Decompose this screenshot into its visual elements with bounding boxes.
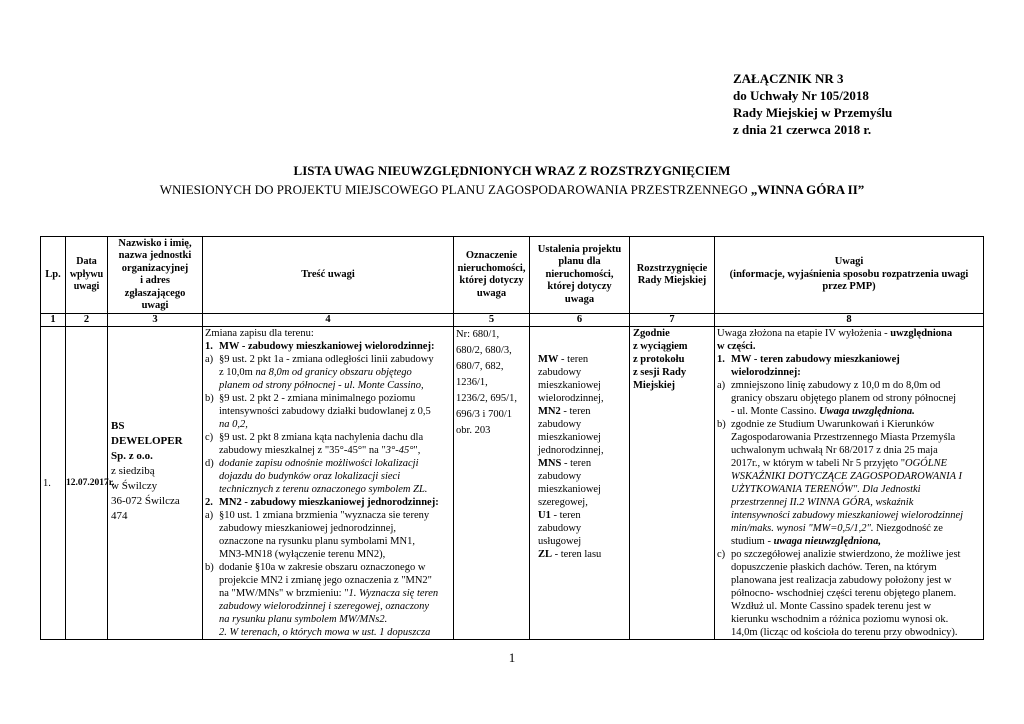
remarks-line: planowana jest realizacja zabudowy położony jest w — [731, 575, 952, 586]
remarks-line: 14,0m (licząc od kościoła do terenu przy obwodnicy). — [731, 627, 958, 638]
remarks-line: 2017r., w którym w tabeli Nr 5 przyjęto "OGÓLNE — [731, 458, 948, 469]
author-line: w Świlczy — [111, 479, 158, 492]
header-line: nieruchomości, — [457, 262, 526, 274]
row-property — [454, 327, 530, 640]
remarks-line: c) po szczegółowej analizie stwierdzono, że możliwe jest — [717, 549, 961, 560]
row-content — [203, 327, 454, 640]
row-date: 12.07.2017r. — [66, 327, 108, 640]
plan-line: MNS - teren — [538, 458, 592, 469]
header-line: Rozstrzygnięcie — [636, 262, 708, 274]
content-line: dojazdu do budynków oraz lokalizacji sieci — [219, 471, 401, 482]
plan-line: usługowej — [538, 536, 582, 547]
header-line: uwagi — [141, 300, 169, 311]
remarks-line: dopuszczenie płaskich dachów. Teren, na którym — [731, 562, 937, 573]
row-remarks — [715, 327, 984, 640]
remarks-table — [40, 236, 984, 640]
header-author — [108, 237, 203, 314]
attachment-line: z dnia 21 czerwca 2018 r. — [733, 122, 872, 137]
header-line: planu dla — [558, 256, 601, 268]
content-line: zabudowy mieszkaniowej jednorodzinnej, — [219, 523, 396, 534]
plan-line: mieszkaniowej — [538, 484, 601, 495]
content-line: intensywności zabudowy działki budowlanej z 0,5 — [219, 406, 431, 417]
content-line: b) §9 ust. 2 pkt 2 - zmiana minimalnego poziomu — [205, 393, 416, 404]
remarks-line: min/maks. wynosi "MW=0,5/1,2". Niezgodność ze — [731, 523, 943, 534]
content-line: 2. W terenach, o których mowa w ust. 1 dopuszcza — [219, 627, 431, 638]
attachment-line: do Uchwały Nr 105/2018 — [733, 88, 869, 103]
header-lp: Lp. — [41, 237, 66, 314]
header-line: Nazwisko i imię, — [118, 237, 192, 249]
remarks-line: Uwaga złożona na etapie IV wyłożenia - uwzględniona — [717, 328, 953, 339]
table-row — [41, 327, 984, 640]
remarks-line: b) zgodnie ze Studium Uwarunkowań i Kierunków — [717, 419, 935, 430]
col-number: 5 — [454, 314, 530, 327]
decision-line: Zgodnie — [633, 328, 670, 339]
remarks-line: w części. — [717, 341, 756, 352]
header-property — [454, 237, 530, 314]
header-line: i adres — [140, 275, 170, 286]
property-line: 680/7, 682, — [456, 361, 504, 372]
remarks-line: WSKAŹNIKI DOTYCZĄCE ZAGOSPODAROWANIA I — [731, 471, 962, 482]
column-number-row — [41, 314, 984, 327]
author-line: 36-072 Świlcza — [111, 494, 180, 507]
plan-line: zabudowy — [538, 367, 582, 378]
plan-line: mieszkaniowej — [538, 432, 601, 443]
property-line: Nr: 680/1, — [456, 329, 500, 340]
property-line: 1236/2, 695/1, — [456, 393, 517, 404]
header-line: przez PMP) — [822, 281, 876, 293]
header-line: Uwagi — [834, 256, 864, 268]
header-line: nazwa jednostki — [118, 250, 192, 261]
attachment-line: ZAŁĄCZNIK NR 3 — [733, 71, 844, 86]
header-line: Oznaczenie — [465, 250, 518, 261]
header-line: Rady Miejskiej — [637, 275, 707, 286]
remarks-line: Zagospodarowania Przestrzennego Miasta Przemyśla — [731, 432, 956, 443]
row-lp: 1. — [41, 327, 66, 640]
header-row — [41, 237, 984, 314]
plan-line: MW - teren — [538, 354, 589, 365]
remarks-line: 1. MW - teren zabudowy mieszkaniowej — [717, 354, 900, 365]
content-line: Zmiana zapisu dla terenu: — [205, 328, 314, 339]
property-line: 696/3 i 700/1 — [456, 409, 513, 420]
remarks-line: kierunku wschodnim a różnica poziomu wynosi ok. — [731, 614, 949, 625]
plan-line: zabudowy — [538, 471, 582, 482]
row-plan — [530, 327, 630, 640]
remarks-line: UŻYTKOWANIA TERENÓW". Dla Jednostki — [731, 484, 921, 495]
content-line: c) §9 ust. 2 pkt 8 zmiana kąta nachylenia dachu dla — [205, 432, 424, 443]
header-line: organizacyjnej — [121, 262, 189, 274]
col-number: 8 — [715, 314, 984, 327]
content-line: zabudowy mieszkalnej z "35°-45°" na "3°-45°", — [219, 445, 421, 456]
content-line: b) dodanie §10a w zakresie obszaru oznaczonego w — [205, 562, 426, 573]
content-line: projekcie MN2 i zmianę jego oznaczenia z "MN2" — [219, 575, 432, 586]
remarks-line: przestrzennej II.2 WINNA GÓRA, wskaźnik — [731, 497, 914, 508]
header-line: (informacje, wyjaśnienia sposobu rozpatrzenia uwagi — [729, 268, 969, 280]
attachment-header — [733, 70, 892, 138]
header-plan — [530, 237, 630, 314]
col-number: 6 — [530, 314, 630, 327]
col-number: 2 — [66, 314, 108, 327]
content-line: technicznych z terenu oznaczonego symbolem ZL. — [219, 484, 428, 495]
remarks-line: granicy obszaru objętego planem od strony północnej — [731, 393, 957, 404]
content-line: MN3-MN18 (wyłączenie terenu MN2), — [219, 549, 386, 560]
header-decision — [630, 237, 715, 314]
author-line: 474 — [111, 509, 128, 522]
header-line: której dotyczy — [547, 281, 612, 293]
subtitle-text: WNIESIONYCH DO PROJEKTU MIEJSCOWEGO PLANU ZAGOSPODAROWANIA PRZESTRZENNEGO — [159, 182, 751, 197]
plan-line: MN2 - teren — [538, 406, 591, 417]
remarks-line: wielorodzinnej: — [731, 367, 801, 378]
header-line: Ustalenia projektu — [537, 243, 622, 255]
property-line: obr. 203 — [456, 425, 491, 436]
header-line: wpływu — [69, 268, 104, 280]
plan-line: zabudowy — [538, 523, 582, 534]
content-line: 2. MN2 - zabudowy mieszkaniowej jednorodzinnej: — [205, 497, 439, 508]
content-line: na "MW/MNs" w brzmieniu: "1. Wyznacza się teren — [219, 588, 439, 599]
header-line: której dotyczy — [459, 275, 524, 286]
remarks-line: studium - uwaga nieuwzględniona, — [731, 536, 881, 547]
document-subtitle — [0, 182, 1024, 198]
remarks-line: uchwalonym uchwałą Nr 68/2017 z dnia 25 maja — [731, 445, 938, 456]
content-line: a) §10 ust. 1 zmiana brzmienia "wyznacza sie tereny — [205, 510, 430, 521]
header-line: Data — [76, 256, 97, 268]
header-line: nieruchomości, — [545, 268, 614, 280]
attachment-line: Rady Miejskiej w Przemyślu — [733, 105, 893, 120]
content-line: na rysunku planu symbolem MW/MNs2. — [219, 614, 388, 625]
plan-line: jednorodzinnej, — [538, 445, 604, 456]
col-number: 7 — [630, 314, 715, 327]
header-line: zgłaszającego — [124, 287, 186, 299]
content-line: zabudowy wielorodzinnej i szeregowej, oznaczony — [219, 601, 430, 612]
col-number: 3 — [108, 314, 203, 327]
content-line: z 10,0m na 8,0m od granicy obszaru objętego — [219, 367, 412, 378]
document-title: LISTA UWAG NIEUWZGLĘDNIONYCH WRAZ Z ROZSTRZYGNIĘCIEM — [293, 163, 731, 178]
content-line: d) dodanie zapisu odnośnie możliwości lokalizacji — [205, 458, 419, 469]
author-line: z siedzibą — [111, 464, 155, 477]
page-number: 1 — [508, 650, 516, 665]
header-line: uwaga — [476, 287, 507, 299]
row-author — [108, 327, 203, 640]
decision-line: z sesji Rady — [633, 367, 687, 378]
author-line: Sp. z o.o. — [111, 449, 153, 462]
plan-line: U1 - teren — [538, 510, 581, 521]
plan-line: zabudowy — [538, 419, 582, 430]
author-line: BS — [111, 419, 125, 432]
header-line: uwaga — [564, 293, 595, 305]
plan-line: szeregowej, — [538, 497, 588, 508]
property-line: 1236/1, — [456, 377, 488, 388]
author-line: DEWELOPER — [111, 434, 183, 447]
plan-line: wielorodzinnej, — [538, 393, 604, 404]
header-date — [66, 237, 108, 314]
content-line: a) §9 ust. 2 pkt 1a - zmiana odległości linii zabudowy — [205, 354, 434, 365]
content-line: planem od strony północnej - ul. Monte Cassino, — [219, 380, 424, 391]
remarks-line: Wzdłuż ul. Monte Cassino spadek terenu jest w — [731, 601, 932, 612]
plan-name: „WINNA GÓRA II” — [750, 182, 865, 197]
col-number: 4 — [203, 314, 454, 327]
header-line: uwagi — [73, 281, 100, 293]
plan-line: mieszkaniowej — [538, 380, 601, 391]
content-line: oznaczone na rysunku planu symbolami MN1, — [219, 536, 415, 547]
header-content: Treść uwagi — [203, 237, 454, 314]
plan-line: ZL - teren lasu — [538, 549, 602, 560]
decision-line: Miejskiej — [633, 380, 675, 391]
remarks-line: - ul. Monte Cassino. Uwaga uwzględniona. — [731, 406, 915, 417]
property-line: 680/2, 680/3, — [456, 345, 512, 356]
remarks-line: północno- wschodniej części terenu objętego planem. — [731, 588, 957, 599]
content-line: na 0,2, — [219, 419, 248, 430]
row-decision — [630, 327, 715, 640]
content-line: 1. MW - zabudowy mieszkaniowej wielorodzinnej: — [205, 341, 435, 352]
remarks-line: a) zmniejszono linię zabudowy z 10,0 m do 8,0m od — [717, 380, 941, 391]
header-remarks — [715, 237, 984, 314]
remarks-line: intensywności zabudowy mieszkaniowej wielorodzinnej — [731, 510, 964, 521]
decision-line: z wyciągiem — [633, 341, 688, 352]
decision-line: z protokołu — [633, 354, 685, 365]
plan-lines — [538, 353, 627, 561]
col-number: 1 — [41, 314, 66, 327]
